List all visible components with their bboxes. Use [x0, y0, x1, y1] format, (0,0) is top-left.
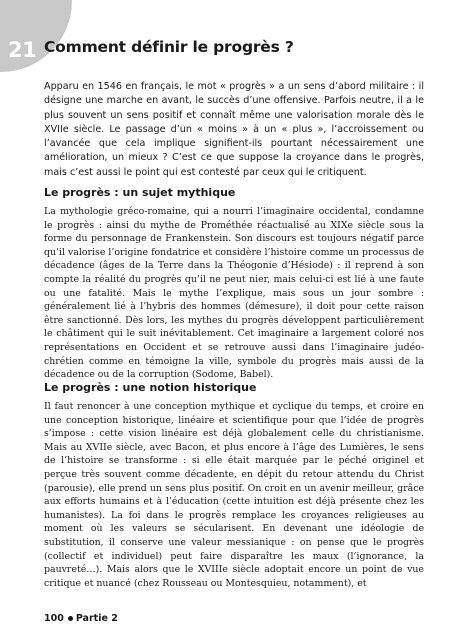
intro-paragraph: Apparu en 1546 en français, le mot « progrès » a un sens d’abord militaire : il désigne une marche en avant, le succès d’une offensive. Parfois neutre, il a le plus souvent un sens positif et connaît même une valorisation morale dès le XVIIe siècle. Le passage d’un « moins » à un « plus », l’accroissement ou l’avancée que cela implique signifient-ils pourtant nécessairement une amélioration, un mieux ? C’est ce que suppose la croyance dans le progrès, mais c’est aussi le point qui est contesté par ceux qui le critiquent. — [44, 81, 424, 178]
chapter-number: 21 — [8, 38, 37, 62]
section-heading-mythique: Le progrès : un sujet mythique — [44, 186, 236, 199]
part-label: Partie 2 — [75, 613, 118, 624]
section-body-historique: Il faut renoncer à une conception mythique et cyclique du temps, et croire en une conception historique, linéaire et scientifique pour que l’idée de progrès s’impose : cette vision linéaire est déjà globalement celle du christianisme. Mais au XVIIe siècle, avec Bacon, et plus encore à l’âge des Lumières, le sens de l’histoire se transforme : si elle était marquée par le péché originel et perçue très souvent comme décadente, en dépit du retour attendu du Christ (parousie), elle prend un sens plus positif. On croit en un avenir meilleur, grâce aux efforts humains et à l’éducation (cette intuition est déjà présente chez les humanistes). La foi dans le progrès remplace les croyances religieuses au moment où les valeurs se sécularisent. En devenant une idéologie de substitution, il conserve une valeur messianique : on pense que le progrès (collectif et individuel) peut faire disparaître les maux (l’ignorance, la pauvreté…). Mais alors que le XVIIIe siècle adoptait encore un point de vue critique et nuancé (chez Rousseau ou Montesquieu, notamment), et — [44, 401, 424, 589]
page-number: 100 — [44, 613, 64, 624]
section-heading-historique: Le progrès : une notion historique — [44, 381, 257, 394]
section-body-mythique: La mythologie gréco-romaine, qui a nourri l’imaginaire occidental, condamne le progrès : ainsi du mythe de Prométhée réactualisé au XIXe siècle sous la forme du personnage de Frankenstein. Son discours est toujours négatif parce qu’il valorise l’origine fondatrice et considère l’histoire comme un processus de décadence (âges de la Terre dans la Théogonie d’Hésiode) : il reprend à son compte la réalité du progrès qu’il ne peut nier, mais celui-ci est lié à une faute ou une fatalité. Mais le mythe l’explique, mais sous un jour sombre : généralement lié à l’hybris des hommes (démesure), il doit pour cette raison être sanctionné. Dès lors, les mythes du progrès développent particulièrement le châtiment qui le suit inévitablement. Cet imaginaire a largement coloré nos représentations en Occident et se retrouve aussi dans l’imaginaire judéo-chrétien comme en témoigne la ville, symbole du progrès mais aussi de la décadence ou de la corruption (Sodome, Babel). — [44, 206, 424, 381]
bullet-dot-icon — [68, 616, 73, 621]
page-footer — [44, 613, 118, 624]
chapter-title: Comment définir le progrès ? — [44, 38, 294, 56]
